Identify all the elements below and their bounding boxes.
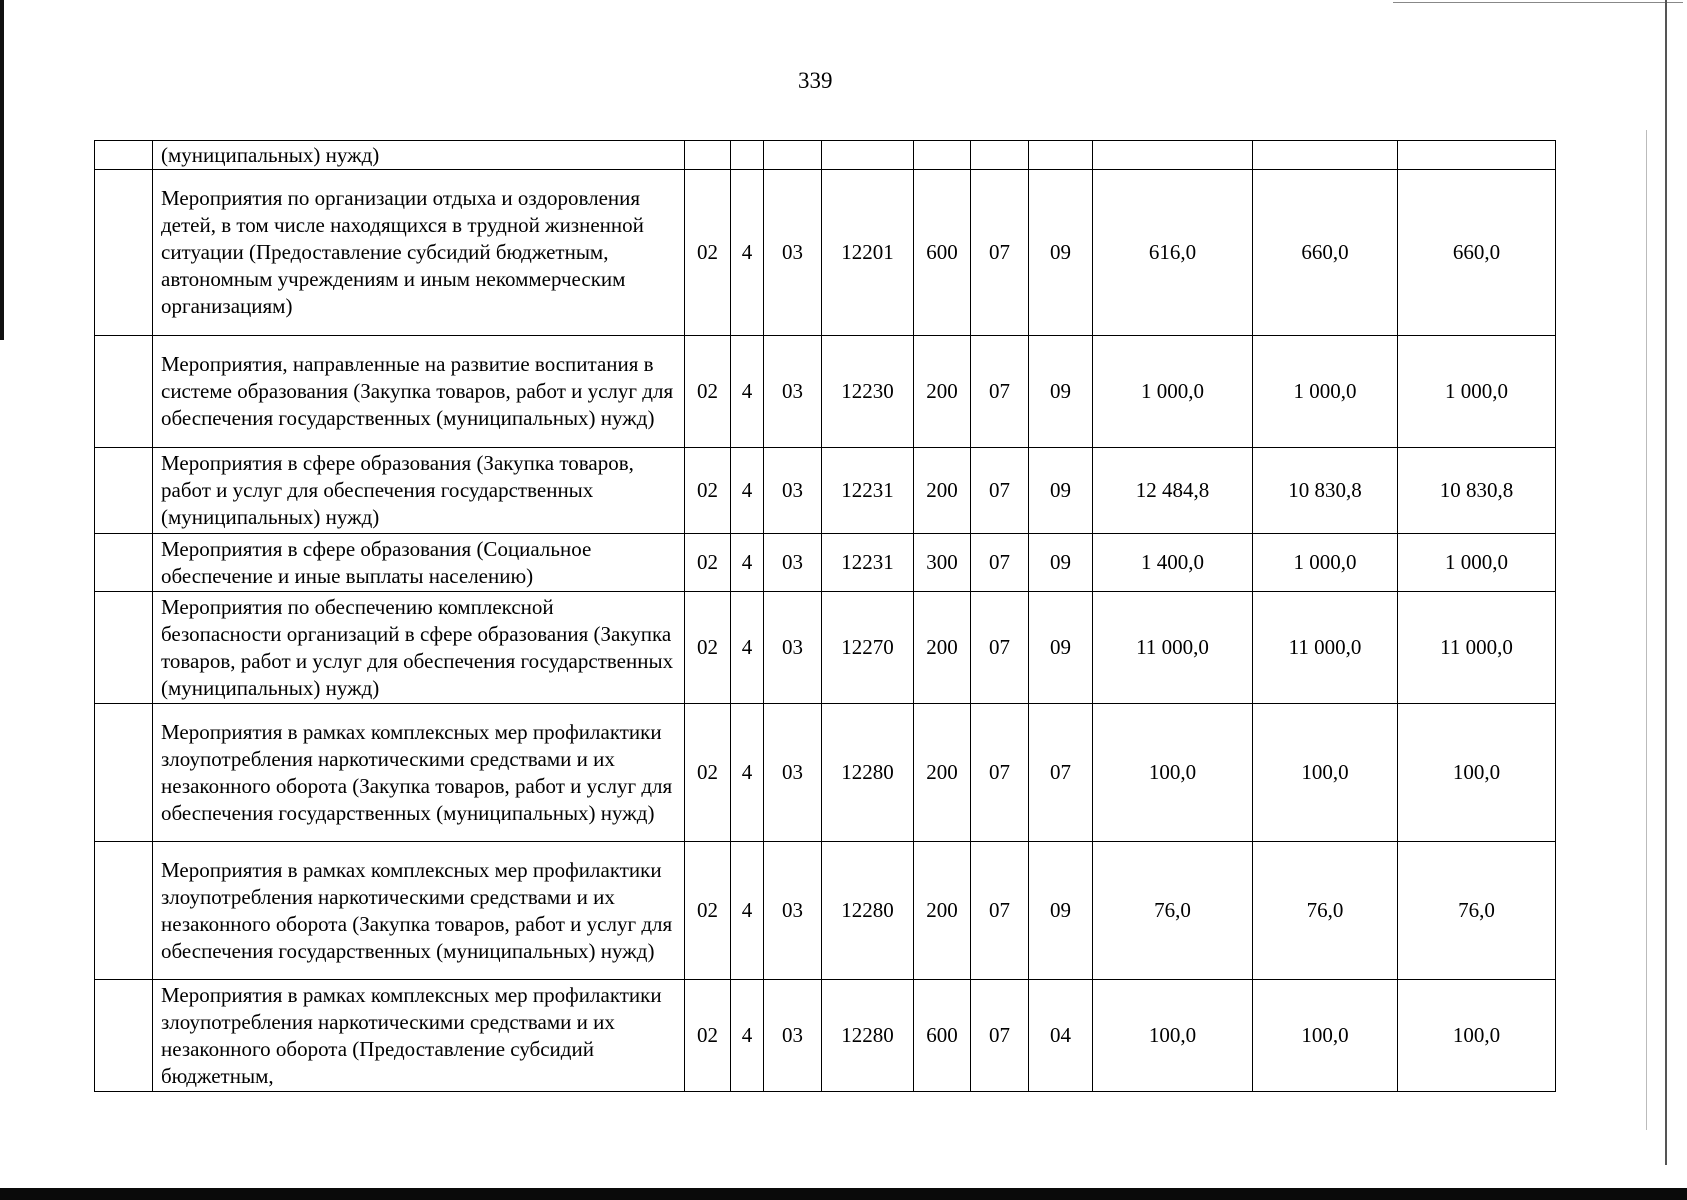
scan-edge-right [1665,0,1667,1165]
table-row [95,448,1556,534]
amount-cell: 1 000,0 [1398,336,1556,448]
expense-name-cell: Мероприятия по обеспечению комплексной безопасности организаций в сфере образования (Закупка товаров, работ и услуг для обеспечения государственных (муниципальных) нужд) [153,592,685,704]
code-cell: 03 [764,448,822,534]
code-cell: 07 [971,448,1029,534]
page-number: 339 [798,68,833,93]
scan-edge-right-inner [1646,130,1647,1130]
code-cell: 12230 [822,336,914,448]
table-row [95,842,1556,980]
code-cell [971,141,1029,170]
code-cell: 02 [685,842,731,980]
code-cell: 4 [731,448,764,534]
code-cell: 03 [764,842,822,980]
code-cell: 07 [971,170,1029,336]
amount-cell: 100,0 [1093,980,1253,1092]
expense-name-cell: Мероприятия в сфере образования (Закупка товаров, работ и услуг для обеспечения государственных (муниципальных) нужд) [153,448,685,534]
row-number-cell [95,141,153,170]
code-cell: 03 [764,534,822,592]
amount-cell [1093,141,1253,170]
row-number-cell [95,704,153,842]
code-cell: 4 [731,592,764,704]
table-row [95,592,1556,704]
code-cell: 07 [971,534,1029,592]
table-row [95,704,1556,842]
amount-cell: 11 000,0 [1093,592,1253,704]
code-cell: 03 [764,336,822,448]
row-number-cell [95,842,153,980]
amount-cell: 12 484,8 [1093,448,1253,534]
code-cell: 12231 [822,448,914,534]
code-cell: 03 [764,980,822,1092]
code-cell: 12280 [822,704,914,842]
table-row [95,980,1556,1092]
code-cell [764,141,822,170]
amount-cell: 1 400,0 [1093,534,1253,592]
code-cell: 02 [685,170,731,336]
code-cell: 02 [685,704,731,842]
code-cell: 12231 [822,534,914,592]
scan-edge-bottom [0,1188,1687,1200]
table-row [95,336,1556,448]
code-cell: 07 [971,980,1029,1092]
amount-cell: 1 000,0 [1398,534,1556,592]
amount-cell: 11 000,0 [1398,592,1556,704]
amount-cell: 11 000,0 [1253,592,1398,704]
code-cell: 600 [914,170,971,336]
code-cell [685,141,731,170]
code-cell: 02 [685,592,731,704]
code-cell: 200 [914,448,971,534]
amount-cell: 100,0 [1398,980,1556,1092]
code-cell: 02 [685,336,731,448]
code-cell: 4 [731,842,764,980]
code-cell: 4 [731,170,764,336]
table-row [95,141,1556,170]
code-cell: 02 [685,980,731,1092]
code-cell: 07 [971,842,1029,980]
table-row [95,170,1556,336]
amount-cell: 660,0 [1253,170,1398,336]
amount-cell: 76,0 [1398,842,1556,980]
code-cell: 300 [914,534,971,592]
code-cell: 600 [914,980,971,1092]
code-cell: 200 [914,704,971,842]
expense-name-cell: Мероприятия в сфере образования (Социальное обеспечение и иные выплаты населению) [153,534,685,592]
code-cell: 200 [914,592,971,704]
expense-name-cell: Мероприятия в рамках комплексных мер профилактики злоупотребления наркотическими средствами и их незаконного оборота (Предоставление субсидий бюджетным, [153,980,685,1092]
row-number-cell [95,980,153,1092]
budget-table [94,140,1556,1092]
row-number-cell [95,534,153,592]
code-cell: 09 [1029,448,1093,534]
expense-name-cell: Мероприятия в рамках комплексных мер профилактики злоупотребления наркотическими средствами и их незаконного оборота (Закупка товаров, работ и услуг для обеспечения государственных (муниципальных) нужд) [153,842,685,980]
amount-cell: 616,0 [1093,170,1253,336]
code-cell: 03 [764,704,822,842]
budget-table-body [95,141,1556,1092]
code-cell: 09 [1029,170,1093,336]
code-cell: 12280 [822,980,914,1092]
code-cell [914,141,971,170]
amount-cell: 100,0 [1253,704,1398,842]
amount-cell: 660,0 [1398,170,1556,336]
amount-cell: 1 000,0 [1093,336,1253,448]
code-cell: 07 [971,592,1029,704]
code-cell [822,141,914,170]
amount-cell: 10 830,8 [1253,448,1398,534]
code-cell: 09 [1029,842,1093,980]
expense-name-cell: Мероприятия, направленные на развитие воспитания в системе образования (Закупка товаров, работ и услуг для обеспечения государственных (муниципальных) нужд) [153,336,685,448]
code-cell: 03 [764,170,822,336]
code-cell: 12280 [822,842,914,980]
code-cell [731,141,764,170]
code-cell: 200 [914,336,971,448]
amount-cell: 100,0 [1253,980,1398,1092]
amount-cell: 10 830,8 [1398,448,1556,534]
code-cell: 4 [731,336,764,448]
code-cell: 07 [1029,704,1093,842]
code-cell: 4 [731,534,764,592]
row-number-cell [95,170,153,336]
code-cell: 04 [1029,980,1093,1092]
code-cell: 02 [685,534,731,592]
scan-edge-left [0,0,4,340]
amount-cell: 76,0 [1093,842,1253,980]
code-cell: 200 [914,842,971,980]
row-number-cell [95,336,153,448]
code-cell: 12201 [822,170,914,336]
expense-name-cell: Мероприятия по организации отдыха и оздоровления детей, в том числе находящихся в трудной жизненной ситуации (Предоставление субсидий бюджетным, автономным учреждениям и иным некоммерческим организациям) [153,170,685,336]
amount-cell [1398,141,1556,170]
code-cell: 09 [1029,592,1093,704]
code-cell: 09 [1029,534,1093,592]
amount-cell [1253,141,1398,170]
code-cell: 03 [764,592,822,704]
amount-cell: 100,0 [1093,704,1253,842]
code-cell: 09 [1029,336,1093,448]
code-cell [1029,141,1093,170]
expense-name-cell: (муниципальных) нужд) [153,141,685,170]
code-cell: 4 [731,980,764,1092]
amount-cell: 76,0 [1253,842,1398,980]
code-cell: 02 [685,448,731,534]
code-cell: 07 [971,704,1029,842]
expense-name-cell: Мероприятия в рамках комплексных мер профилактики злоупотребления наркотическими средствами и их незаконного оборота (Закупка товаров, работ и услуг для обеспечения государственных (муниципальных) нужд) [153,704,685,842]
row-number-cell [95,448,153,534]
code-cell: 4 [731,704,764,842]
code-cell: 12270 [822,592,914,704]
row-number-cell [95,592,153,704]
scan-edge-top [1393,2,1683,3]
table-row [95,534,1556,592]
amount-cell: 1 000,0 [1253,534,1398,592]
amount-cell: 1 000,0 [1253,336,1398,448]
amount-cell: 100,0 [1398,704,1556,842]
code-cell: 07 [971,336,1029,448]
